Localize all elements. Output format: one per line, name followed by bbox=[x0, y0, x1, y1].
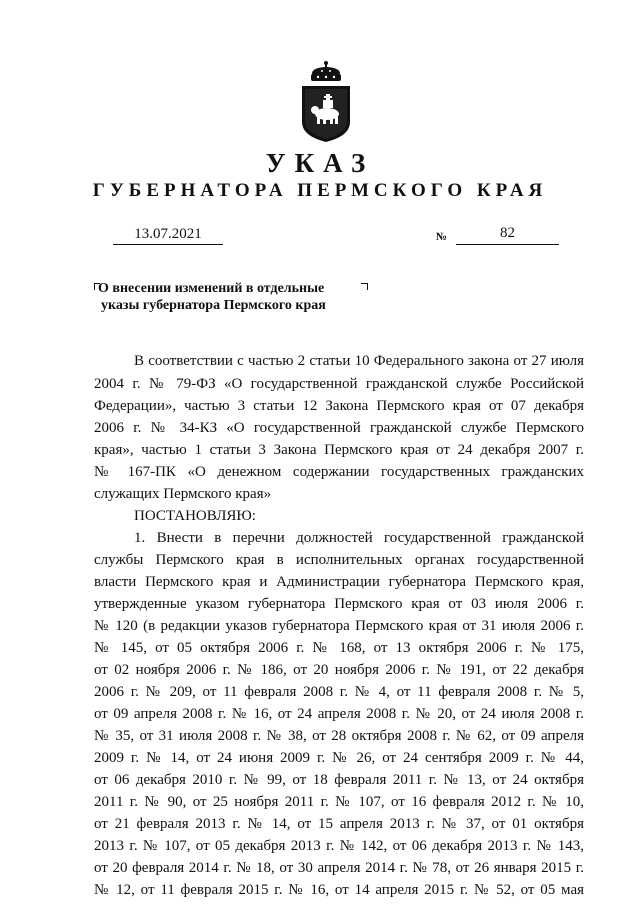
body-line: от 21 февраля 2013 г. № 14, от 15 апреля 2013 г. № 37, от 01 октября bbox=[94, 816, 584, 832]
body-line: от 09 апреля 2008 г. № 16, от 24 апреля 2008 г. № 20, от 24 июля 2008 г. bbox=[94, 706, 584, 722]
body-line: В соответствии с частью 2 статьи 10 Федерального закона от 27 июля bbox=[134, 353, 584, 369]
body-line: служащих Пермского края» bbox=[94, 486, 272, 502]
body-line: 2006 г. № 34-КЗ «О государственной гражданской службе Пермского bbox=[94, 420, 584, 436]
document-date: 13.07.2021 bbox=[113, 226, 223, 245]
body-line: власти Пермского края и Администрации губернатора Пермского края, bbox=[94, 574, 584, 590]
body-line: 1. Внести в перечни должностей государственной гражданской bbox=[134, 530, 584, 546]
body-line: 2013 г. № 107, от 05 декабря 2013 г. № 142, от 06 декабря 2013 г. № 143, bbox=[94, 838, 584, 854]
body-line: № 12, от 11 февраля 2015 г. № 16, от 14 апреля 2015 г. № 52, от 05 мая bbox=[94, 882, 584, 898]
coat-of-arms-emblem bbox=[298, 60, 354, 144]
document-subtitle: ГУБЕРНАТОРА ПЕРМСКОГО КРАЯ bbox=[92, 180, 548, 201]
body-line: утвержденные указом губернатора Пермского края от 03 июля 2006 г. bbox=[94, 596, 584, 612]
body-line: края», частью 1 статьи 3 Закона Пермского края от 24 декабря 2007 г. bbox=[94, 442, 584, 458]
body-line: 2004 г. № 79-ФЗ «О государственной гражданской службе Российской bbox=[94, 376, 584, 392]
subject-line: указы губернатора Пермского края bbox=[101, 298, 326, 313]
body-line: № 35, от 31 июля 2008 г. № 38, от 28 октября 2008 г. № 62, от 09 апреля bbox=[94, 728, 584, 744]
document-number: 82 bbox=[456, 225, 559, 245]
body-line: № 145, от 05 октября 2006 г. № 168, от 13 октября 2006 г. № 175, bbox=[94, 640, 584, 656]
subject-corner-right bbox=[361, 283, 368, 290]
body-line: № 167-ПК «О денежном содержании государственных гражданских bbox=[94, 464, 584, 480]
decree-keyword: ПОСТАНОВЛЯЮ: bbox=[134, 508, 256, 524]
document-subject bbox=[98, 280, 326, 314]
body-line: 2009 г. № 14, от 24 июня 2009 г. № 26, от 24 сентября 2009 г. № 44, bbox=[94, 750, 584, 766]
body-line: от 20 февраля 2014 г. № 18, от 30 апреля 2014 г. № 78, от 26 января 2015 г. bbox=[94, 860, 584, 876]
body-line: № 120 (в редакции указов губернатора Пермского края от 31 июля 2006 г. bbox=[94, 618, 584, 634]
body-line: 2006 г. № 209, от 11 февраля 2008 г. № 4, от 11 февраля 2008 г. № 5, bbox=[94, 684, 584, 700]
body-line: службы Пермского края в исполнительных органах государственной bbox=[94, 552, 584, 568]
body-line: 2011 г. № 90, от 25 ноября 2011 г. № 107, от 16 февраля 2012 г. № 10, bbox=[94, 794, 584, 810]
body-line: от 06 декабря 2010 г. № 99, от 18 февраля 2011 г. № 13, от 24 октября bbox=[94, 772, 584, 788]
body-line: от 02 ноября 2006 г. № 186, от 20 ноября 2006 г. № 191, от 22 декабря bbox=[94, 662, 584, 678]
number-label: № bbox=[436, 231, 448, 243]
body-line: Федерации», частью 3 статьи 12 Закона Пермского края от 07 декабря bbox=[94, 398, 584, 414]
subject-line: О внесении изменений в отдельные bbox=[98, 281, 325, 296]
document-title: УКАЗ bbox=[265, 148, 375, 178]
